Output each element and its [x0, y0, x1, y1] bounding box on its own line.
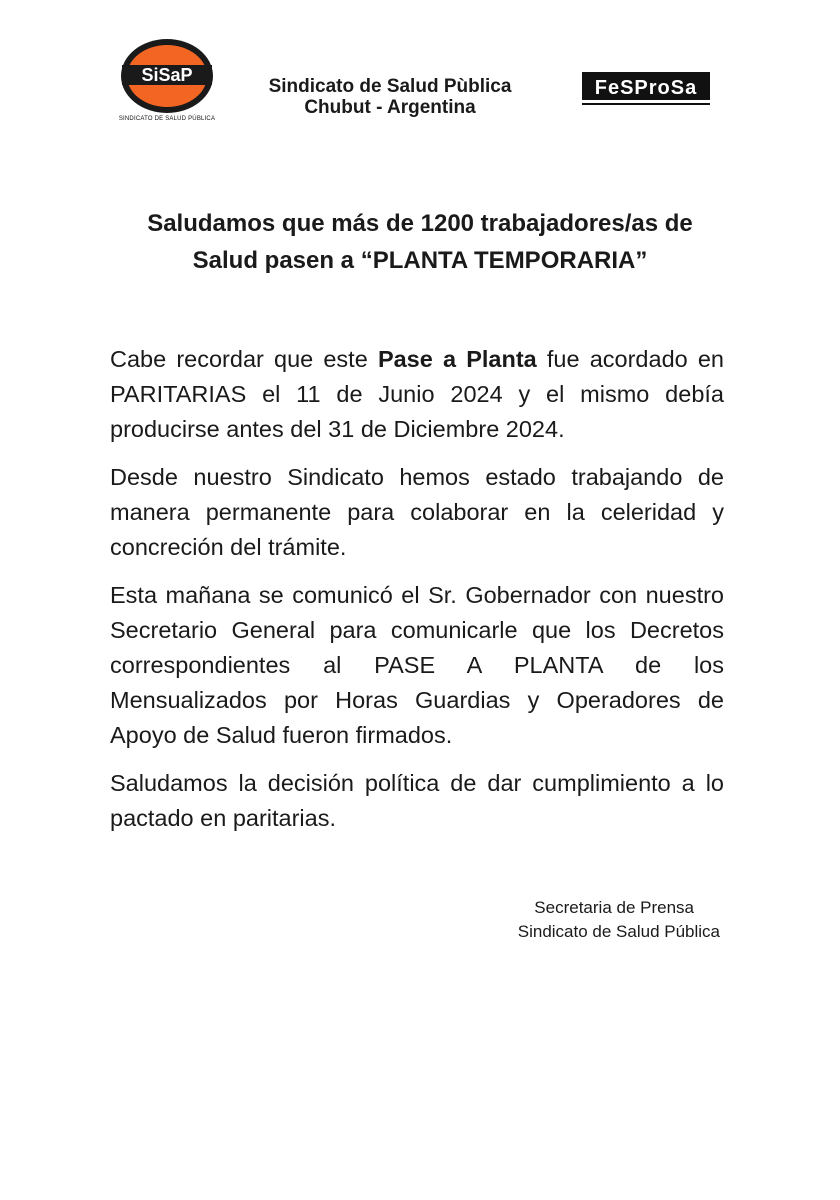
sisap-logo-icon [112, 38, 222, 116]
paragraph-1-bold: Pase a Planta [377, 346, 537, 372]
fesprosa-logo-underline [582, 103, 710, 105]
paragraph-1-end: fue acordado en PARITARIAS el 11 de Junio 2024 y el mismo debía producirse antes del 31 de Diciembre 2024. [110, 346, 724, 442]
signature-line2: Sindicato de Salud Pública [517, 922, 720, 941]
paragraph-2: Desde nuestro Sindicato hemos estado trabajando de manera permanente para colaborar en la celeridad y concreción del trámite. [110, 464, 724, 560]
signature-block [420, 896, 720, 944]
document-title-line2: Salud pasen a “PLANTA TEMPORARIA” [192, 247, 648, 274]
fesprosa-logo-text: FeSProSa [582, 72, 710, 100]
paragraph-1-start: Cabe recordar que este [110, 346, 378, 372]
document-title [80, 205, 760, 279]
organization-name-line1: Sindicato de Salud Pùblica [268, 76, 512, 97]
paragraph-1 [110, 342, 724, 447]
letterhead [0, 0, 840, 140]
fesprosa-logo [582, 72, 710, 104]
sisap-logo-caption: SINDICATO DE SALUD PÚBLICA [118, 116, 216, 122]
organization-name-line2: Chubut - Argentina [304, 97, 476, 118]
paragraph-3: Esta mañana se comunicó el Sr. Gobernador con nuestro Secretario General para comunicarle que los Decretos correspondientes al PASE A PLANTA de los Mensualizados por Horas Guardias y Operadores de Apoyo de Salud fueron firmados. [110, 582, 724, 748]
organization-name [240, 76, 540, 118]
sisap-logo [112, 38, 222, 128]
sisap-logo-text: SiSaP [141, 65, 193, 85]
document-title-line1: Saludamos que más de 1200 trabajadores/as de [147, 210, 693, 237]
paragraph-4: Saludamos la decisión política de dar cumplimiento a lo pactado en paritarias. [110, 770, 724, 831]
document-body [110, 342, 724, 849]
signature-line1: Secretaria de Prensa [534, 898, 694, 917]
